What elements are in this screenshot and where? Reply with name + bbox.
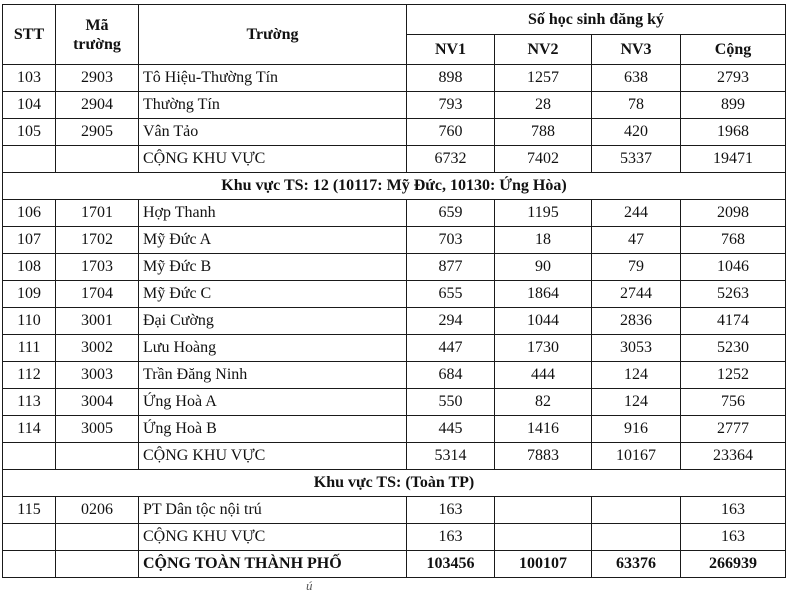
cell-ma: 3002 [56,335,139,362]
cell-ma: 3005 [56,416,139,443]
cell-nv3: 2744 [592,281,681,308]
cell-ma: 1701 [56,200,139,227]
cell-cong: 1046 [681,254,786,281]
section-heading: Khu vực TS: 12 (10117: Mỹ Đức, 10130: Ứng Hòa) [3,173,786,200]
cell-cong: 4174 [681,308,786,335]
subtotal-cong: 19471 [681,146,786,173]
cell-nv2: 1195 [495,200,592,227]
cell-truong: PT Dân tộc nội trú [139,497,407,524]
grand-total-row [3,551,786,578]
cell-nv3: 3053 [592,335,681,362]
cell-stt: 108 [3,254,56,281]
subtotal-nv3 [592,524,681,551]
cell-stt: 110 [3,308,56,335]
cell-cong: 1252 [681,362,786,389]
section-row [3,470,786,497]
cell-nv3: 420 [592,119,681,146]
cell-truong: Ứng Hoà B [139,416,407,443]
subtotal-cong: 23364 [681,443,786,470]
cell-nv3: 124 [592,362,681,389]
cell-nv3: 124 [592,389,681,416]
cell-nv1: 793 [407,92,495,119]
header-truong: Trường [139,5,407,65]
cell-nv2: 1044 [495,308,592,335]
cell-nv2: 444 [495,362,592,389]
cell-cong: 5263 [681,281,786,308]
cell-ma: 1702 [56,227,139,254]
cell-ma: 0206 [56,497,139,524]
cell-nv2: 788 [495,119,592,146]
subtotal-label: CỘNG KHU VỰC [139,146,407,173]
cell-cong: 899 [681,92,786,119]
cell-nv3 [592,497,681,524]
cell-truong: Hợp Thanh [139,200,407,227]
cell-cong: 2777 [681,416,786,443]
cell-nv1: 163 [407,497,495,524]
cell-truong: Mỹ Đức B [139,254,407,281]
cell-truong: Mỹ Đức C [139,281,407,308]
cell-ma: 2905 [56,119,139,146]
cell-nv1: 447 [407,335,495,362]
cell-ma: 3003 [56,362,139,389]
subtotal-label: CỘNG KHU VỰC [139,524,407,551]
cell-truong: Thường Tín [139,92,407,119]
cell-nv3: 638 [592,65,681,92]
subtotal-nv3: 5337 [592,146,681,173]
cell-truong: Trần Đăng Ninh [139,362,407,389]
stray-mark: ú [306,578,313,593]
cell-cong: 768 [681,227,786,254]
subtotal-row [3,146,786,173]
cell-nv2 [495,497,592,524]
cell-cong: 2793 [681,65,786,92]
cell-cong: 756 [681,389,786,416]
cell-ma: 1704 [56,281,139,308]
cell-nv1: 703 [407,227,495,254]
table-row [3,416,786,443]
cell-nv2: 28 [495,92,592,119]
subtotal-nv3: 10167 [592,443,681,470]
cell-ma: 3001 [56,308,139,335]
cell-ma: 3004 [56,389,139,416]
cell-stt: 103 [3,65,56,92]
header-stt: STT [3,5,56,65]
cell-stt: 106 [3,200,56,227]
subtotal-nv1: 6732 [407,146,495,173]
cell-nv3: 47 [592,227,681,254]
header-nv2: NV2 [495,35,592,65]
section-row [3,173,786,200]
registration-table [2,4,786,578]
header-nv1: NV1 [407,35,495,65]
subtotal-nv2 [495,524,592,551]
cell-nv2: 1864 [495,281,592,308]
cell-ma: 2904 [56,92,139,119]
cell-truong: Đại Cường [139,308,407,335]
grand-total-label: CỘNG TOÀN THÀNH PHỐ [139,551,407,578]
cell-nv1: 760 [407,119,495,146]
cell-nv2: 90 [495,254,592,281]
cell-nv3: 79 [592,254,681,281]
cell-stt: 111 [3,335,56,362]
subtotal-row [3,524,786,551]
cell-stt: 105 [3,119,56,146]
cell-nv2: 1416 [495,416,592,443]
cell-nv1: 655 [407,281,495,308]
cell-cong: 5230 [681,335,786,362]
subtotal-nv2: 7883 [495,443,592,470]
header-registered-students: Số học sinh đăng ký [407,5,786,35]
grand-total-nv2: 100107 [495,551,592,578]
cell-truong: Mỹ Đức A [139,227,407,254]
cell-truong: Ứng Hoà A [139,389,407,416]
header-ma-truong: Mã trường [56,5,139,65]
subtotal-nv1: 5314 [407,443,495,470]
cell-cong: 1968 [681,119,786,146]
cell-nv2: 82 [495,389,592,416]
cell-nv1: 684 [407,362,495,389]
subtotal-cong: 163 [681,524,786,551]
subtotal-nv2: 7402 [495,146,592,173]
cell-nv1: 898 [407,65,495,92]
cell-ma: 2903 [56,65,139,92]
cell-nv3: 916 [592,416,681,443]
cell-nv3: 78 [592,92,681,119]
cell-stt: 115 [3,497,56,524]
table-row [3,254,786,281]
table-row [3,389,786,416]
subtotal-row [3,443,786,470]
table-row [3,65,786,92]
cell-nv1: 294 [407,308,495,335]
cell-nv3: 244 [592,200,681,227]
subtotal-label: CỘNG KHU VỰC [139,443,407,470]
cell-cong: 2098 [681,200,786,227]
cell-stt: 113 [3,389,56,416]
cell-truong: Lưu Hoàng [139,335,407,362]
table-row [3,281,786,308]
grand-total-nv3: 63376 [592,551,681,578]
cell-nv2: 18 [495,227,592,254]
cell-truong: Vân Tảo [139,119,407,146]
table-row [3,227,786,254]
grand-total-cong: 266939 [681,551,786,578]
cell-nv1: 877 [407,254,495,281]
grand-total-nv1: 103456 [407,551,495,578]
cell-stt: 114 [3,416,56,443]
cell-ma: 1703 [56,254,139,281]
table-row [3,362,786,389]
section-heading: Khu vực TS: (Toàn TP) [3,470,786,497]
table-row [3,335,786,362]
subtotal-nv1: 163 [407,524,495,551]
cell-nv1: 659 [407,200,495,227]
cell-nv2: 1257 [495,65,592,92]
cell-nv1: 550 [407,389,495,416]
cell-truong: Tô Hiệu-Thường Tín [139,65,407,92]
header-nv3: NV3 [592,35,681,65]
table-row [3,119,786,146]
table-row [3,497,786,524]
cell-nv2: 1730 [495,335,592,362]
cell-stt: 104 [3,92,56,119]
table-row [3,308,786,335]
cell-stt: 107 [3,227,56,254]
table-row [3,200,786,227]
table-row [3,92,786,119]
header-cong: Cộng [681,35,786,65]
cell-stt: 112 [3,362,56,389]
cell-nv1: 445 [407,416,495,443]
cell-nv3: 2836 [592,308,681,335]
cell-stt: 109 [3,281,56,308]
cell-cong: 163 [681,497,786,524]
